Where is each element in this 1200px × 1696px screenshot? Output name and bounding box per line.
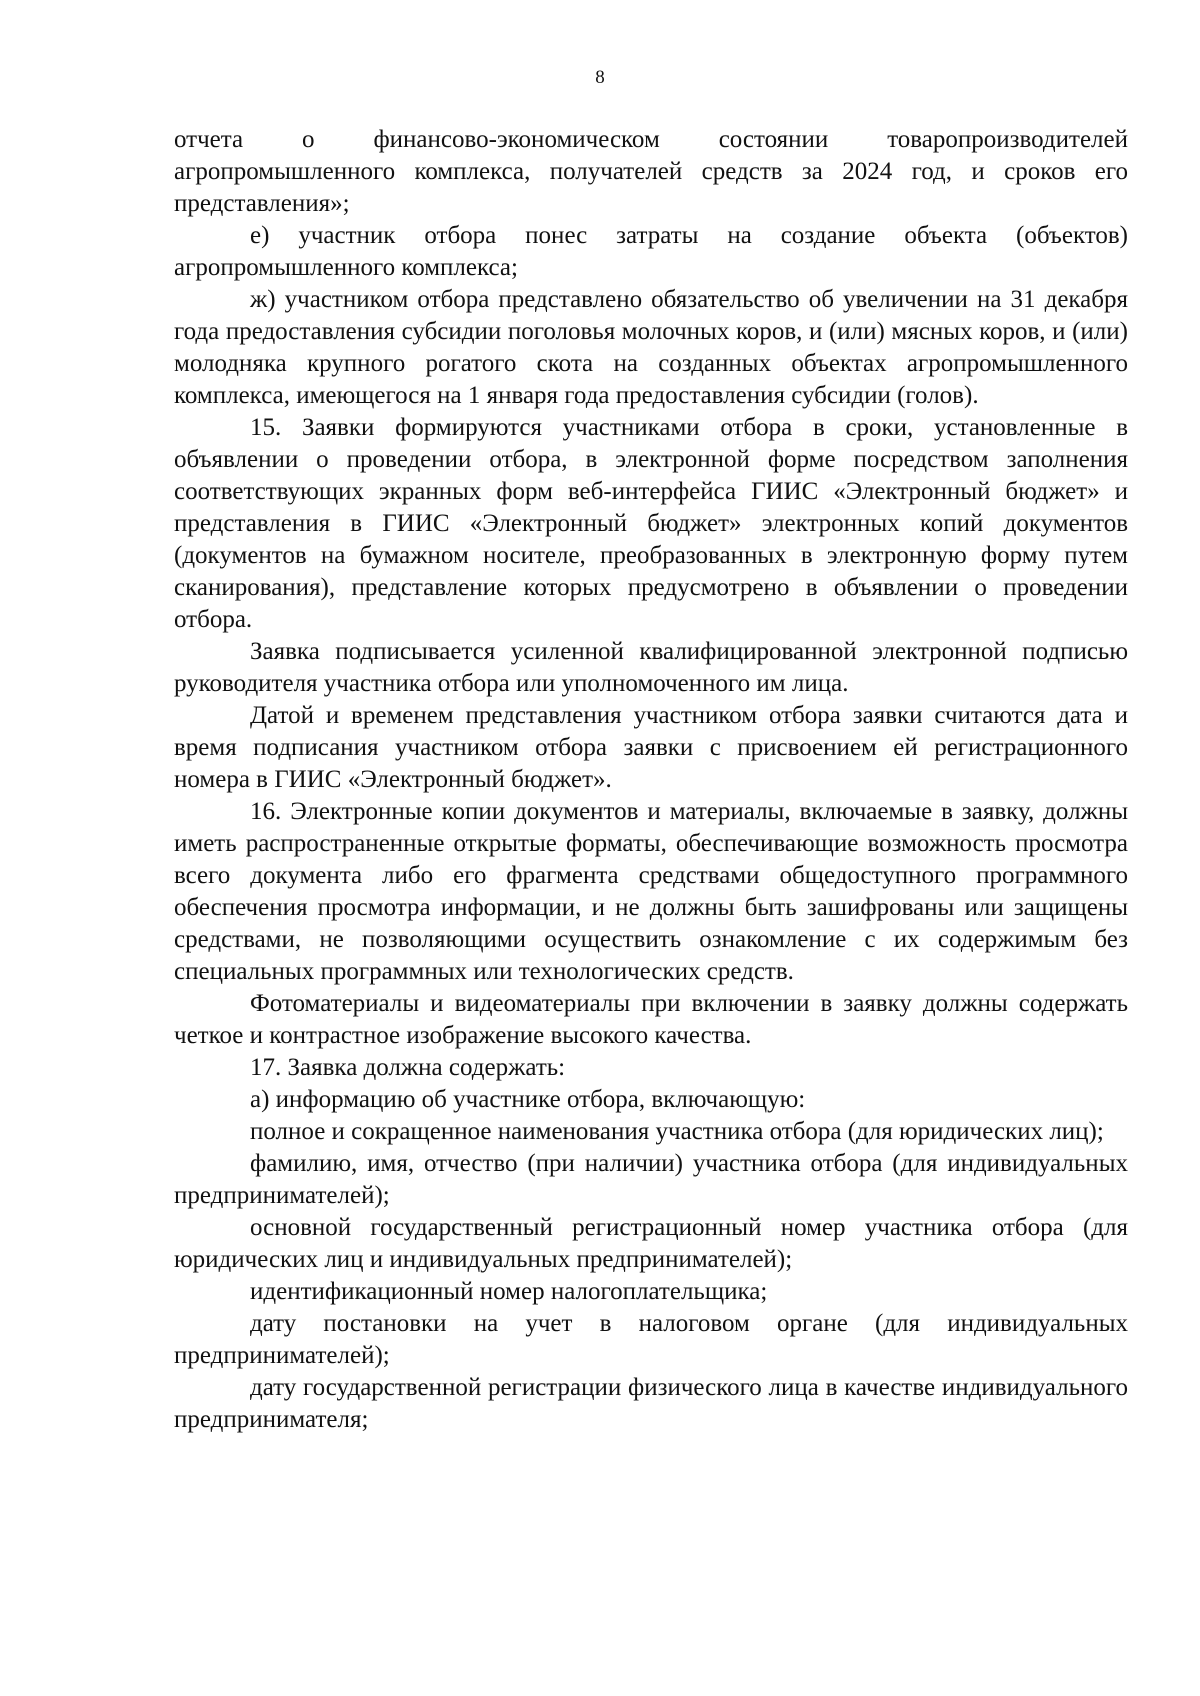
paragraph: 16. Электронные копии документов и материалы, включаемые в заявку, должны иметь распространенные открытые форматы, обеспечивающие возможность просмотра всего документа либо его фрагмента средствами общедоступного программного обеспечения просмотра информации, и не должны быть зашифрованы или защищены средствами, не позволяющими осуществить ознакомление с их содержимым без специальных программных или технологических средств. [174,798,1128,985]
paragraph: дату постановки на учет в налоговом органе (для индивидуальных предпринимателей); [174,1310,1128,1369]
paragraph: е) участник отбора понес затраты на создание объекта (объектов) агропромышленного комплекса; [174,222,1128,281]
paragraph: Датой и временем представления участником отбора заявки считаются дата и время подписания участником отбора заявки с присвоением ей регистрационного номера в ГИИС «Электронный бюджет». [174,702,1128,793]
paragraph: Фотоматериалы и видеоматериалы при включении в заявку должны содержать четкое и контрастное изображение высокого качества. [174,990,1128,1049]
paragraph: основной государственный регистрационный номер участника отбора (для юридических лиц и индивидуальных предпринимателей); [174,1214,1128,1273]
paragraph: Заявка подписывается усиленной квалифицированной электронной подписью руководителя участника отбора или уполномоченного им лица. [174,638,1128,697]
paragraph: полное и сокращенное наименования участника отбора (для юридических лиц); [250,1118,1104,1145]
paragraph: фамилию, имя, отчество (при наличии) участника отбора (для индивидуальных предпринимателей); [174,1150,1128,1209]
paragraph: 17. Заявка должна содержать: [250,1054,566,1081]
paragraph: а) информацию об участнике отбора, включающую: [250,1086,806,1113]
paragraph: 15. Заявки формируются участниками отбора в сроки, установленные в объявлении о проведении отбора, в электронной форме посредством заполнения соответствующих экранных форм веб-интерфейса ГИИС «Электронный бюджет» и представления в ГИИС «Электронный бюджет» электронных копий документов (документов на бумажном носителе, преобразованных в электронную форму путем сканирования), представление которых предусмотрено в объявлении о проведении отбора. [174,414,1128,633]
paragraph: идентификационный номер налогоплательщика; [250,1278,768,1305]
paragraph: отчета о финансово-экономическом состоянии товаропроизводителей агропромышленного комплекса, получателей средств за 2024 год, и сроков его представления»; [174,126,1128,217]
document-body [174,124,1128,1436]
paragraph: дату государственной регистрации физического лица в качестве индивидуального предпринимателя; [174,1374,1128,1433]
page-number: 8 [595,67,605,88]
paragraph: ж) участником отбора представлено обязательство об увеличении на 31 декабря года предоставления субсидии поголовья молочных коров, и (или) мясных коров, и (или) молодняка крупного рогатого скота на созданных объектах агропромышленного комплекса, имеющегося на 1 января года предоставления субсидии (голов). [174,286,1128,409]
